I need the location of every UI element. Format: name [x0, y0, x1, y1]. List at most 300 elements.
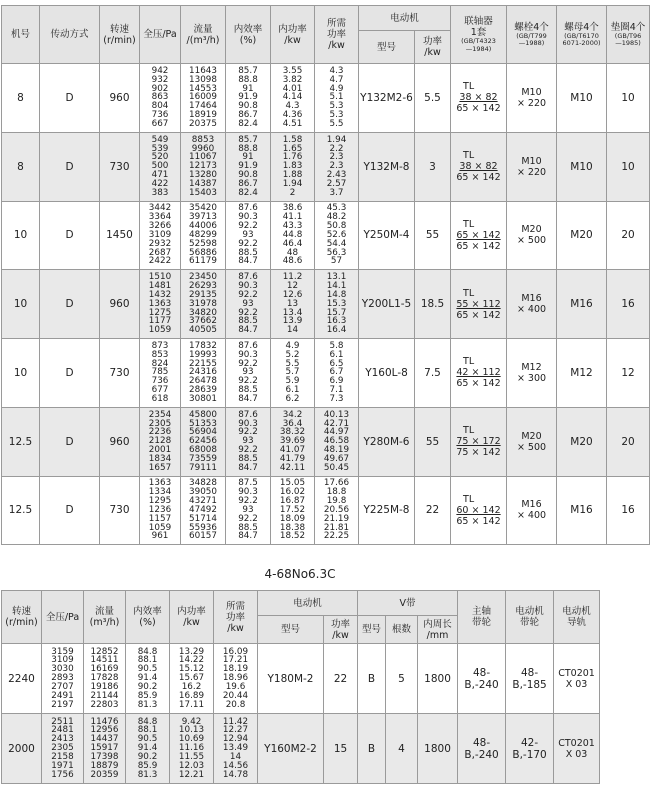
bolt-standard: (GB/T799 —1988)	[516, 31, 547, 47]
required-power-cell-value: 20.44	[222, 690, 249, 701]
pressure-cell-value: 932	[151, 74, 169, 85]
efficiency-cell-value: 91	[242, 152, 254, 163]
speed-cell: 960	[100, 407, 140, 476]
coupling-dim-a: 65 × 142	[456, 229, 501, 241]
flow-cell-value: 22155	[189, 358, 217, 369]
washer-cell: 16	[607, 270, 650, 339]
flow-cell-value: 43271	[189, 496, 217, 507]
internal-power-cell-value: 4.51	[282, 118, 303, 129]
coupling-cell	[451, 64, 507, 133]
efficiency-cell-value: 87.6	[238, 340, 258, 351]
model-cell: 8	[2, 64, 40, 133]
flow-cell	[84, 644, 126, 714]
table-row	[2, 270, 650, 339]
efficiency-cell-value: 90.5	[137, 734, 158, 745]
flow-cell	[181, 201, 226, 270]
efficiency-cell-value: 91	[242, 83, 254, 94]
flow-cell-value: 26478	[189, 376, 217, 387]
table-row	[2, 407, 650, 476]
nut-cell: M10	[557, 64, 607, 133]
flow-cell-value: 51714	[189, 513, 217, 524]
required-power-cell-value: 20.8	[225, 699, 246, 710]
spindle-pulley-cell: 48-B,-240	[458, 644, 506, 714]
required-power-cell-value: 4.3	[329, 65, 344, 76]
pressure-cell-value: 618	[151, 393, 169, 404]
flow-cell-value: 14437	[90, 734, 119, 745]
flow-cell-value: 29135	[189, 289, 217, 300]
table-row	[2, 201, 650, 270]
pressure-cell-value: 853	[151, 349, 169, 360]
coupling-cell	[451, 201, 507, 270]
internal-power-cell	[271, 476, 315, 545]
table-row	[2, 132, 650, 201]
efficiency-cell-value: 82.4	[238, 118, 258, 129]
pressure-cell-value: 2128	[148, 436, 172, 447]
pressure-cell-value: 3266	[148, 221, 172, 232]
pressure-cell-value: 1334	[148, 487, 172, 498]
pressure-cell-value: 1834	[148, 453, 172, 464]
internal-power-cell	[271, 407, 315, 476]
motor-type-cell: Y250M-4	[359, 201, 415, 270]
nut-cell: M12	[557, 339, 607, 408]
required-power-cell-value: 13.49	[222, 743, 249, 754]
internal-power-cell-value: 1.88	[282, 170, 303, 181]
coupling-cell	[451, 132, 507, 201]
efficiency-cell-value: 88.5	[238, 522, 258, 533]
flow-cell-value: 34820	[189, 307, 217, 318]
t2-header-internal-power: 内功率 /kw	[170, 591, 214, 644]
pressure-cell-value: 1481	[148, 281, 172, 292]
coupling-dim-b: 65 × 142	[456, 240, 501, 252]
table-subtitle: 4-68No6.3C	[264, 567, 336, 581]
pressure-cell-value: 677	[151, 385, 169, 396]
pressure-cell	[140, 476, 181, 545]
internal-power-cell-value: 34.2	[282, 409, 303, 420]
t2-header-required-power: 所需 功率 /kw	[214, 591, 258, 644]
pressure-cell-value: 1756	[51, 769, 74, 780]
motor-type-cell: Y225M-8	[359, 476, 415, 545]
internal-power-cell	[271, 270, 315, 339]
efficiency-cell-value: 81.3	[137, 699, 158, 710]
washer-title: 垫圈4个	[610, 21, 646, 33]
required-power-cell-value: 6.9	[329, 376, 344, 387]
efficiency-cell-value: 84.8	[137, 646, 158, 657]
required-power-cell-value: 19.6	[225, 681, 246, 692]
nut-title: 螺母4个	[564, 21, 599, 33]
internal-power-cell-value: 12.6	[282, 289, 303, 300]
pressure-cell-value: 2354	[148, 409, 172, 420]
flow-cell	[181, 132, 226, 201]
internal-power-cell-value: 48.6	[282, 256, 303, 267]
pressure-cell-value: 2158	[51, 751, 74, 762]
pressure-cell-value: 667	[151, 118, 169, 129]
coupling-type: TL	[463, 356, 475, 368]
efficiency-cell-value: 87.6	[238, 409, 258, 420]
efficiency-cell-value: 88.5	[238, 453, 258, 464]
efficiency-cell-value: 87.5	[238, 478, 258, 489]
required-power-cell-value: 19.8	[326, 496, 347, 507]
required-power-cell-value: 50.45	[323, 462, 350, 473]
model-cell: 12.5	[2, 476, 40, 545]
efficiency-cell-value: 93	[242, 367, 254, 378]
motor-type-cell: Y160L-8	[359, 339, 415, 408]
flow-cell	[181, 64, 226, 133]
efficiency-cell-value: 88.5	[238, 385, 258, 396]
pressure-cell-value: 539	[151, 143, 169, 154]
fan-spec-table	[1, 5, 650, 545]
flow-cell	[181, 270, 226, 339]
flow-cell-value: 14553	[189, 83, 217, 94]
coupling-dim-b: 65 × 142	[456, 309, 501, 321]
pressure-cell-value: 1971	[51, 760, 74, 771]
required-power-cell-value: 14.78	[222, 769, 249, 780]
efficiency-cell-value: 88.5	[238, 247, 258, 258]
flow-cell-value: 44006	[189, 221, 217, 232]
flow-cell-value: 14511	[90, 655, 119, 666]
flow-cell-value: 24316	[189, 367, 217, 378]
flow-cell-value: 20359	[90, 769, 119, 780]
t2-header-pressure: 全压/Pa	[42, 591, 84, 644]
coupling-title: 联轴器 1套	[464, 16, 493, 38]
efficiency-cell-value: 92.2	[238, 513, 258, 524]
washer-cell: 10	[607, 64, 650, 133]
efficiency-cell-value: 92.2	[238, 496, 258, 507]
motor-power-cell: 5.5	[415, 64, 451, 133]
drive-cell: D	[40, 132, 100, 201]
coupling-type: TL	[463, 81, 475, 93]
header-flow: 流量 /(m³/h)	[181, 6, 226, 64]
washer-standard: (GB/T96 —1985)	[614, 31, 642, 47]
efficiency-cell-value: 92.2	[238, 427, 258, 438]
belt-count-cell: 5	[386, 644, 418, 714]
coupling-dim-b: 75 × 142	[456, 447, 501, 459]
flow-cell-value: 48299	[189, 229, 217, 240]
speed-cell: 2000	[2, 714, 42, 784]
required-power-cell-value: 50.8	[326, 221, 347, 232]
required-power-cell-value: 44.97	[323, 427, 350, 438]
flow-cell-value: 16009	[189, 92, 217, 103]
flow-cell-value: 22803	[90, 699, 119, 710]
required-power-cell	[315, 270, 359, 339]
coupling-cell	[451, 476, 507, 545]
pressure-cell-value: 942	[151, 65, 169, 76]
motor-rail-cell: CT0201 X 03	[554, 714, 600, 784]
efficiency-cell-value: 91.4	[137, 673, 158, 684]
efficiency-cell-value: 90.3	[238, 281, 258, 292]
t2-header-belt-count: 根数	[386, 616, 418, 644]
pressure-cell-value: 1059	[148, 325, 172, 336]
internal-power-cell-value: 43.3	[282, 221, 303, 232]
pressure-cell-value: 804	[151, 101, 169, 112]
internal-power-cell-value: 42.11	[279, 462, 306, 473]
nut-cell: M16	[557, 270, 607, 339]
required-power-cell-value: 57	[330, 256, 343, 267]
pressure-cell-value: 2422	[148, 256, 172, 267]
flow-cell-value: 60157	[189, 531, 217, 542]
internal-power-cell-value: 38.32	[279, 427, 306, 438]
efficiency-cell-value: 92.2	[238, 445, 258, 456]
required-power-cell	[214, 714, 258, 784]
efficiency-cell-value: 90.3	[238, 487, 258, 498]
pressure-cell-value: 1177	[148, 316, 172, 327]
flow-cell-value: 23450	[189, 272, 217, 283]
internal-power-cell-value: 11.55	[178, 751, 205, 762]
header-bolt	[507, 6, 557, 64]
efficiency-cell	[226, 270, 271, 339]
pressure-cell-value: 2511	[51, 716, 74, 727]
internal-power-cell-value: 15.05	[279, 478, 306, 489]
internal-power-cell	[170, 714, 214, 784]
pressure-cell-value: 500	[151, 161, 169, 172]
required-power-cell-value: 6.1	[329, 349, 344, 360]
coupling-type: TL	[463, 218, 475, 230]
flow-cell-value: 68008	[189, 445, 217, 456]
belt-length-cell: 1800	[418, 644, 458, 714]
flow-cell-value: 52598	[189, 238, 217, 249]
internal-power-cell	[271, 339, 315, 408]
pressure-cell	[140, 201, 181, 270]
internal-power-cell-value: 10.13	[178, 725, 205, 736]
coupling-dim-a: 75 × 172	[456, 436, 501, 448]
pressure-cell-value: 736	[151, 110, 169, 121]
pressure-cell	[140, 64, 181, 133]
flow-cell-value: 31978	[189, 298, 217, 309]
bolt-cell: M16 × 400	[507, 270, 557, 339]
flow-cell-value: 73559	[189, 453, 217, 464]
belt-length-cell: 1800	[418, 714, 458, 784]
motor-power-cell: 55	[415, 201, 451, 270]
efficiency-cell-value: 90.5	[137, 664, 158, 675]
coupling-dim-a: 38 × 82	[459, 161, 498, 173]
coupling-type: TL	[463, 287, 475, 299]
efficiency-cell-value: 93	[242, 436, 254, 447]
motor-power-cell: 3	[415, 132, 451, 201]
required-power-cell-value: 52.6	[326, 229, 347, 240]
internal-power-cell-value: 10.69	[178, 734, 205, 745]
speed-cell: 960	[100, 64, 140, 133]
flow-cell-value: 13280	[189, 170, 217, 181]
required-power-cell-value: 42.71	[323, 418, 350, 429]
internal-power-cell-value: 16.02	[279, 487, 306, 498]
coupling-cell	[451, 407, 507, 476]
efficiency-cell	[226, 339, 271, 408]
required-power-cell-value: 1.94	[326, 134, 347, 145]
drive-cell: D	[40, 407, 100, 476]
coupling-cell	[451, 270, 507, 339]
efficiency-cell-value: 90.8	[238, 170, 258, 181]
t2-header-flow: 流量 (m³/h)	[84, 591, 126, 644]
flow-cell-value: 11067	[189, 152, 217, 163]
efficiency-cell-value: 85.7	[238, 65, 258, 76]
required-power-cell-value: 5.3	[329, 101, 344, 112]
required-power-cell-value: 5.5	[329, 118, 344, 129]
flow-cell-value: 8853	[191, 134, 215, 145]
internal-power-cell-value: 15.67	[178, 673, 205, 684]
required-power-cell-value: 6.5	[329, 358, 344, 369]
washer-cell: 10	[607, 132, 650, 201]
model-cell: 12.5	[2, 407, 40, 476]
internal-power-cell	[271, 201, 315, 270]
bolt-title: 螺栓4个	[514, 21, 549, 33]
t2-header-motor: 电动机	[258, 591, 358, 616]
efficiency-cell-value: 93	[242, 229, 254, 240]
required-power-cell	[315, 64, 359, 133]
efficiency-cell	[226, 132, 271, 201]
internal-power-cell-value: 17.52	[279, 504, 306, 515]
motor-type-cell: Y160M2-2	[258, 714, 324, 784]
required-power-cell-value: 12.27	[222, 725, 249, 736]
internal-power-cell-value: 41.79	[279, 453, 306, 464]
motor-power-cell: 22	[415, 476, 451, 545]
pressure-cell-value: 902	[151, 83, 169, 94]
efficiency-cell-value: 85.9	[137, 690, 158, 701]
efficiency-cell-value: 88.8	[238, 143, 258, 154]
flow-cell-value: 40505	[189, 325, 217, 336]
efficiency-cell	[126, 714, 170, 784]
required-power-cell-value: 14	[229, 751, 242, 762]
speed-cell: 960	[100, 270, 140, 339]
flow-cell-value: 18879	[90, 760, 119, 771]
washer-cell: 16	[607, 476, 650, 545]
pressure-cell	[140, 339, 181, 408]
efficiency-cell-value: 93	[242, 298, 254, 309]
required-power-cell-value: 4.9	[329, 83, 344, 94]
efficiency-cell-value: 87.6	[238, 203, 258, 214]
internal-power-cell-value: 6.2	[285, 393, 300, 404]
flow-cell	[181, 339, 226, 408]
flow-cell-value: 21144	[90, 690, 119, 701]
drive-cell: D	[40, 339, 100, 408]
required-power-cell-value: 2.57	[326, 178, 347, 189]
pressure-cell-value: 3442	[148, 203, 172, 214]
efficiency-cell-value: 84.7	[238, 462, 258, 473]
internal-power-cell-value: 48	[286, 247, 299, 258]
drive-cell: D	[40, 64, 100, 133]
motor-power-cell: 15	[324, 714, 358, 784]
efficiency-cell-value: 91.9	[238, 92, 258, 103]
pressure-cell-value: 471	[151, 170, 169, 181]
pressure-cell	[140, 270, 181, 339]
pressure-cell-value: 549	[151, 134, 169, 145]
pressure-cell-value: 961	[151, 531, 169, 542]
efficiency-cell-value: 90.3	[238, 212, 258, 223]
flow-cell-value: 19186	[90, 681, 119, 692]
internal-power-cell-value: 1.76	[282, 152, 303, 163]
header-internal-power: 内功率 /kw	[271, 6, 315, 64]
motor-power-cell: 55	[415, 407, 451, 476]
internal-power-cell-value: 13.9	[282, 316, 303, 327]
efficiency-cell-value: 88.1	[137, 725, 158, 736]
required-power-cell-value: 2.43	[326, 170, 347, 181]
required-power-cell-value: 5.8	[329, 340, 344, 351]
efficiency-cell	[226, 64, 271, 133]
internal-power-cell-value: 18.38	[279, 522, 306, 533]
washer-cell: 20	[607, 407, 650, 476]
speed-cell: 2240	[2, 644, 42, 714]
table-row	[2, 714, 600, 784]
internal-power-cell-value: 2	[289, 187, 296, 198]
required-power-cell-value: 18.19	[222, 664, 249, 675]
motor-power-cell: 18.5	[415, 270, 451, 339]
motor-type-cell: Y180M-2	[258, 644, 324, 714]
efficiency-cell-value: 84.7	[238, 393, 258, 404]
table-row	[2, 64, 650, 133]
table-row	[2, 476, 650, 545]
coupling-type: TL	[463, 425, 475, 437]
required-power-cell-value: 16.3	[326, 316, 347, 327]
pressure-cell-value: 520	[151, 152, 169, 163]
internal-power-cell-value: 16.87	[279, 496, 306, 507]
efficiency-cell	[226, 201, 271, 270]
efficiency-cell-value: 84.8	[137, 716, 158, 727]
internal-power-cell-value: 38.6	[282, 203, 303, 214]
pressure-cell-value: 2236	[148, 427, 172, 438]
pressure-cell-value: 383	[151, 187, 169, 198]
required-power-cell-value: 46.58	[323, 436, 350, 447]
efficiency-cell-value: 90.2	[137, 681, 158, 692]
required-power-cell	[315, 407, 359, 476]
required-power-cell-value: 20.56	[323, 504, 350, 515]
nut-standard: (GB/T6170 6071-2000)	[562, 31, 601, 47]
bolt-cell: M12 × 300	[507, 339, 557, 408]
t2-header-efficiency: 内效率 (%)	[126, 591, 170, 644]
internal-power-cell-value: 11.2	[282, 272, 303, 283]
pressure-cell-value: 1657	[148, 462, 172, 473]
flow-cell-value: 19993	[189, 349, 217, 360]
nut-cell: M20	[557, 407, 607, 476]
t2-header-vbelt: V带	[358, 591, 458, 616]
efficiency-cell-value: 92.2	[238, 238, 258, 249]
coupling-type: TL	[463, 493, 475, 505]
required-power-cell-value: 22.25	[323, 531, 350, 542]
internal-power-cell-value: 18.09	[279, 513, 306, 524]
model-cell: 10	[2, 339, 40, 408]
bolt-cell: M20 × 500	[507, 201, 557, 270]
header-efficiency: 内效率 (%)	[226, 6, 271, 64]
efficiency-cell-value: 84.7	[238, 325, 258, 336]
header-motor: 电动机	[359, 6, 451, 31]
model-cell: 10	[2, 201, 40, 270]
required-power-cell	[315, 476, 359, 545]
internal-power-cell-value: 11.16	[178, 743, 205, 754]
header-speed: 转速 (r/min)	[100, 6, 140, 64]
pressure-cell-value: 1363	[148, 298, 172, 309]
spindle-pulley-cell: 48-B,-240	[458, 714, 506, 784]
efficiency-cell-value: 86.7	[238, 110, 258, 121]
required-power-cell-value: 56.3	[326, 247, 347, 258]
flow-cell-value: 17398	[90, 751, 119, 762]
internal-power-cell-value: 15.12	[178, 664, 205, 675]
efficiency-cell-value: 90.8	[238, 101, 258, 112]
pressure-cell-value: 1295	[148, 496, 172, 507]
header-required-power: 所需 功率 /kw	[315, 6, 359, 64]
flow-cell-value: 34828	[189, 478, 217, 489]
internal-power-cell-value: 13.4	[282, 307, 303, 318]
internal-power-cell-value: 44.8	[282, 229, 303, 240]
flow-cell-value: 45800	[189, 409, 217, 420]
drive-cell: D	[40, 476, 100, 545]
required-power-cell-value: 16.4	[326, 325, 347, 336]
coupling-dim-a: 42 × 112	[456, 367, 501, 379]
internal-power-cell-value: 5.9	[285, 376, 300, 387]
internal-power-cell-value: 5.2	[285, 349, 300, 360]
required-power-cell-value: 45.3	[326, 203, 347, 214]
required-power-cell-value: 15.3	[326, 298, 347, 309]
efficiency-cell	[226, 476, 271, 545]
internal-power-cell	[271, 132, 315, 201]
internal-power-cell-value: 4.36	[282, 110, 303, 121]
efficiency-cell-value: 84.7	[238, 256, 258, 267]
